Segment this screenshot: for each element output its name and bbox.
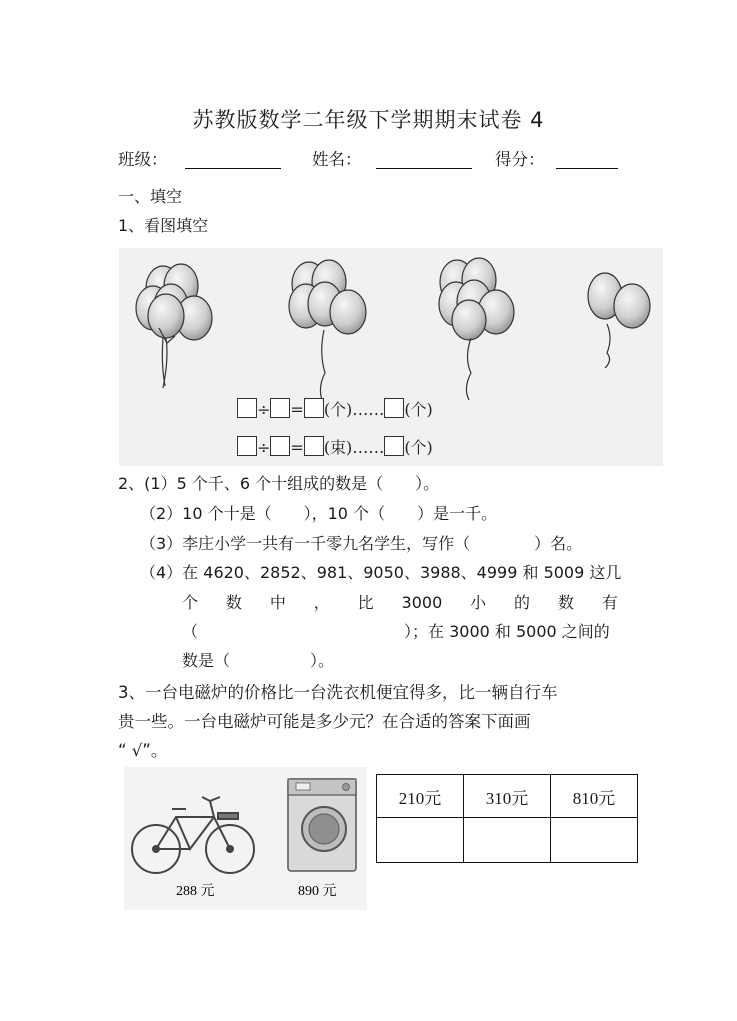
text-char: ， [313,593,330,612]
text-char: 个 [182,593,199,612]
question-2-part-1: 2、(1）5 个千、6 个十组成的数是（ ）。 [118,474,440,493]
price-option: 810元 [551,775,638,818]
question-2-part-4-line-2 [182,593,618,613]
equation-row-1 [237,397,433,420]
washer-price: 890 元 [298,884,337,899]
answer-box[interactable] [304,398,324,418]
name-label: 姓名： [312,150,362,169]
question-2-part-4: （4）在 4620、2852、981、9050、3988、4999 和 5009 这几 [140,563,622,582]
check-mark-cell[interactable] [551,818,638,863]
unit-label: (个) [404,400,433,419]
bike-and-washer-illustration [124,767,367,910]
question-2-part-4-line-4: 数是（ ）。 [182,651,335,670]
question-3-line-3: “ √”。 [118,741,168,760]
question-1-label: 1、看图填空 [118,216,209,235]
answer-box[interactable] [270,436,290,456]
unit-label: (个) [404,438,433,457]
page-title: 苏教版数学二年级下学期期末试卷 4 [192,108,545,132]
divide-sign: ÷ [257,438,271,457]
table-row [377,775,638,818]
remainder-dots: …… [352,400,385,419]
text-char: 的 [514,593,531,612]
price-choice-table [376,774,638,863]
bicycle-icon [132,797,254,873]
question-3-line-2: 贵一些。一台电磁炉可能是多少元？在合适的答案下面画 [118,712,531,731]
bike-price: 288 元 [176,884,215,899]
text-char: 数 [225,593,242,612]
price-option: 210元 [377,775,464,818]
text-char: 比 [357,593,374,612]
text-char: 有 [601,593,618,612]
table-row [377,818,638,863]
check-mark-cell[interactable] [464,818,551,863]
answer-open-paren: （ [182,622,199,641]
divide-sign: ÷ [257,400,271,419]
class-label: 班级： [118,150,168,169]
equals-sign: = [290,438,304,457]
price-option: 310元 [464,775,551,818]
balloon-bunch-2 [289,260,366,403]
answer-box[interactable] [270,398,290,418]
unit-label: (个) [323,400,353,419]
name-field[interactable] [376,168,472,169]
balloon-bunch-3 [439,258,514,400]
remainder-dots: …… [352,438,385,457]
question-2-part-2: （2）10 个十是（ ），10 个（ ）是一千。 [140,504,498,523]
score-field[interactable] [556,168,618,169]
equation-row-2 [237,435,433,458]
balloons-illustration [119,248,663,466]
equals-sign: = [290,400,304,419]
class-field[interactable] [185,168,281,169]
balloon-bunch-4 [588,273,650,368]
balloon-bunch-1 [136,264,212,388]
question-2-part-3: （3）李庄小学一共有一千零九名学生，写作（ ）名。 [140,534,583,553]
washing-machine-icon [288,779,356,871]
balloon-picture [119,248,663,466]
question-3-line-1: 3、一台电磁炉的价格比一台洗衣机便宜得多，比一辆自行车 [118,683,558,702]
answer-box[interactable] [237,398,257,418]
answer-box[interactable] [384,436,404,456]
question-2-part-4-line-3: ）；在 3000 和 5000 之间的 [404,622,610,641]
answer-box[interactable] [237,436,257,456]
text-char: 数 [557,593,574,612]
score-label: 得分： [495,150,545,169]
text-char: 中 [269,593,286,612]
price-reference-picture [124,767,367,910]
unit-label: (束) [323,438,353,457]
text-char: 小 [470,593,487,612]
answer-box[interactable] [304,436,324,456]
answer-box[interactable] [384,398,404,418]
section-heading: 一、填空 [118,187,183,206]
text-char: 3000 [401,593,443,612]
check-mark-cell[interactable] [377,818,464,863]
